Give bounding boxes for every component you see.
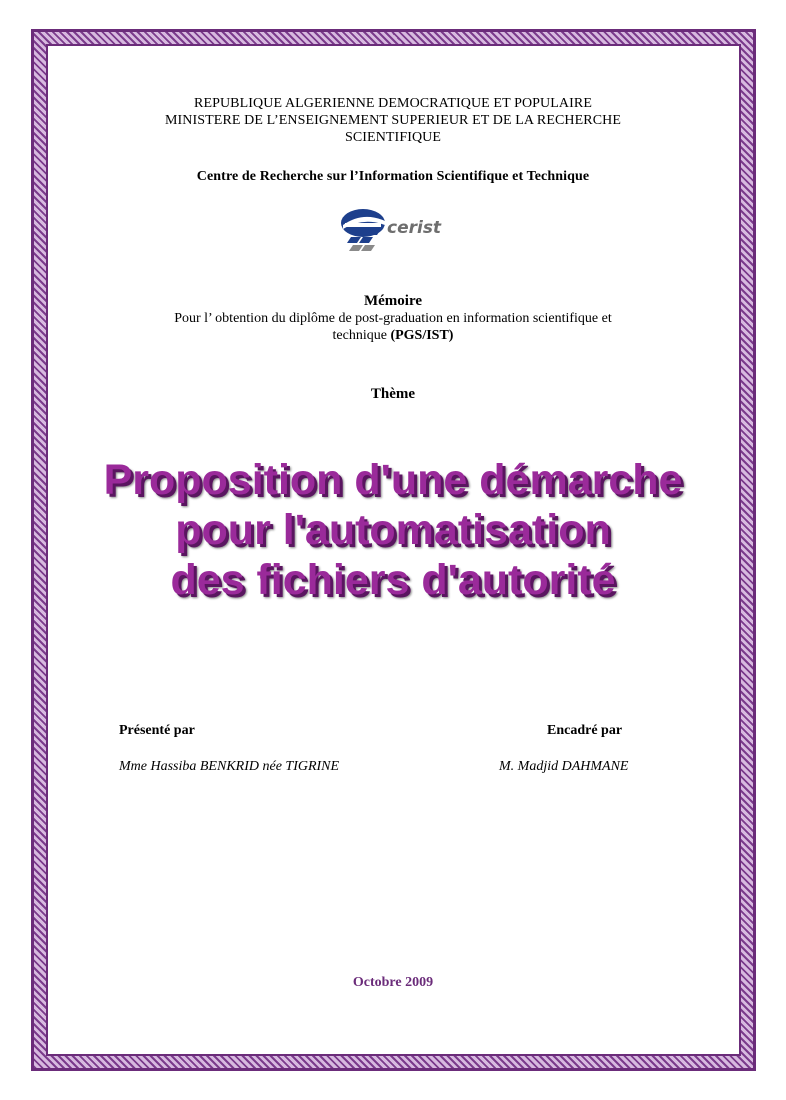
memoire-heading: Mémoire	[363, 293, 423, 309]
memoire-line-2-text: technique	[332, 328, 391, 343]
presented-label: Présenté par	[119, 723, 195, 738]
submission-date: Octobre 2009	[352, 975, 434, 990]
memoire-block	[0, 292, 786, 344]
title-line-3: des fichiers d'autorité	[170, 556, 616, 604]
memoire-degree-abbr: (PGS/IST)	[390, 328, 454, 343]
supervisor-name: M. Madjid DAHMANE	[499, 759, 629, 774]
memoire-line-1: Pour l’ obtention du diplôme de post-graduation en information scientifique et	[174, 311, 612, 326]
header-line-1: REPUBLIQUE ALGERIENNE DEMOCRATIQUE ET POPULAIRE	[194, 96, 592, 111]
thesis-title	[0, 455, 786, 605]
author-name: Mme Hassiba BENKRID née TIGRINE	[119, 759, 340, 774]
header-line-3: SCIENTIFIQUE	[344, 130, 442, 145]
header-line-2: MINISTERE DE L’ENSEIGNEMENT SUPERIEUR ET DE LA RECHERCHE	[164, 113, 622, 128]
institution-name: Centre de Recherche sur l’Information Scientifique et Technique	[196, 169, 590, 184]
memoire-line-2	[0, 327, 786, 344]
cerist-logo	[339, 203, 449, 255]
title-line-1: Proposition d'une démarche	[103, 456, 683, 504]
logo-wordmark: cerist	[387, 218, 442, 238]
header-block	[0, 95, 786, 146]
title-line-2: pour l'automatisation	[175, 506, 611, 554]
supervised-label: Encadré par	[547, 723, 623, 738]
theme-label: Thème	[370, 386, 416, 402]
